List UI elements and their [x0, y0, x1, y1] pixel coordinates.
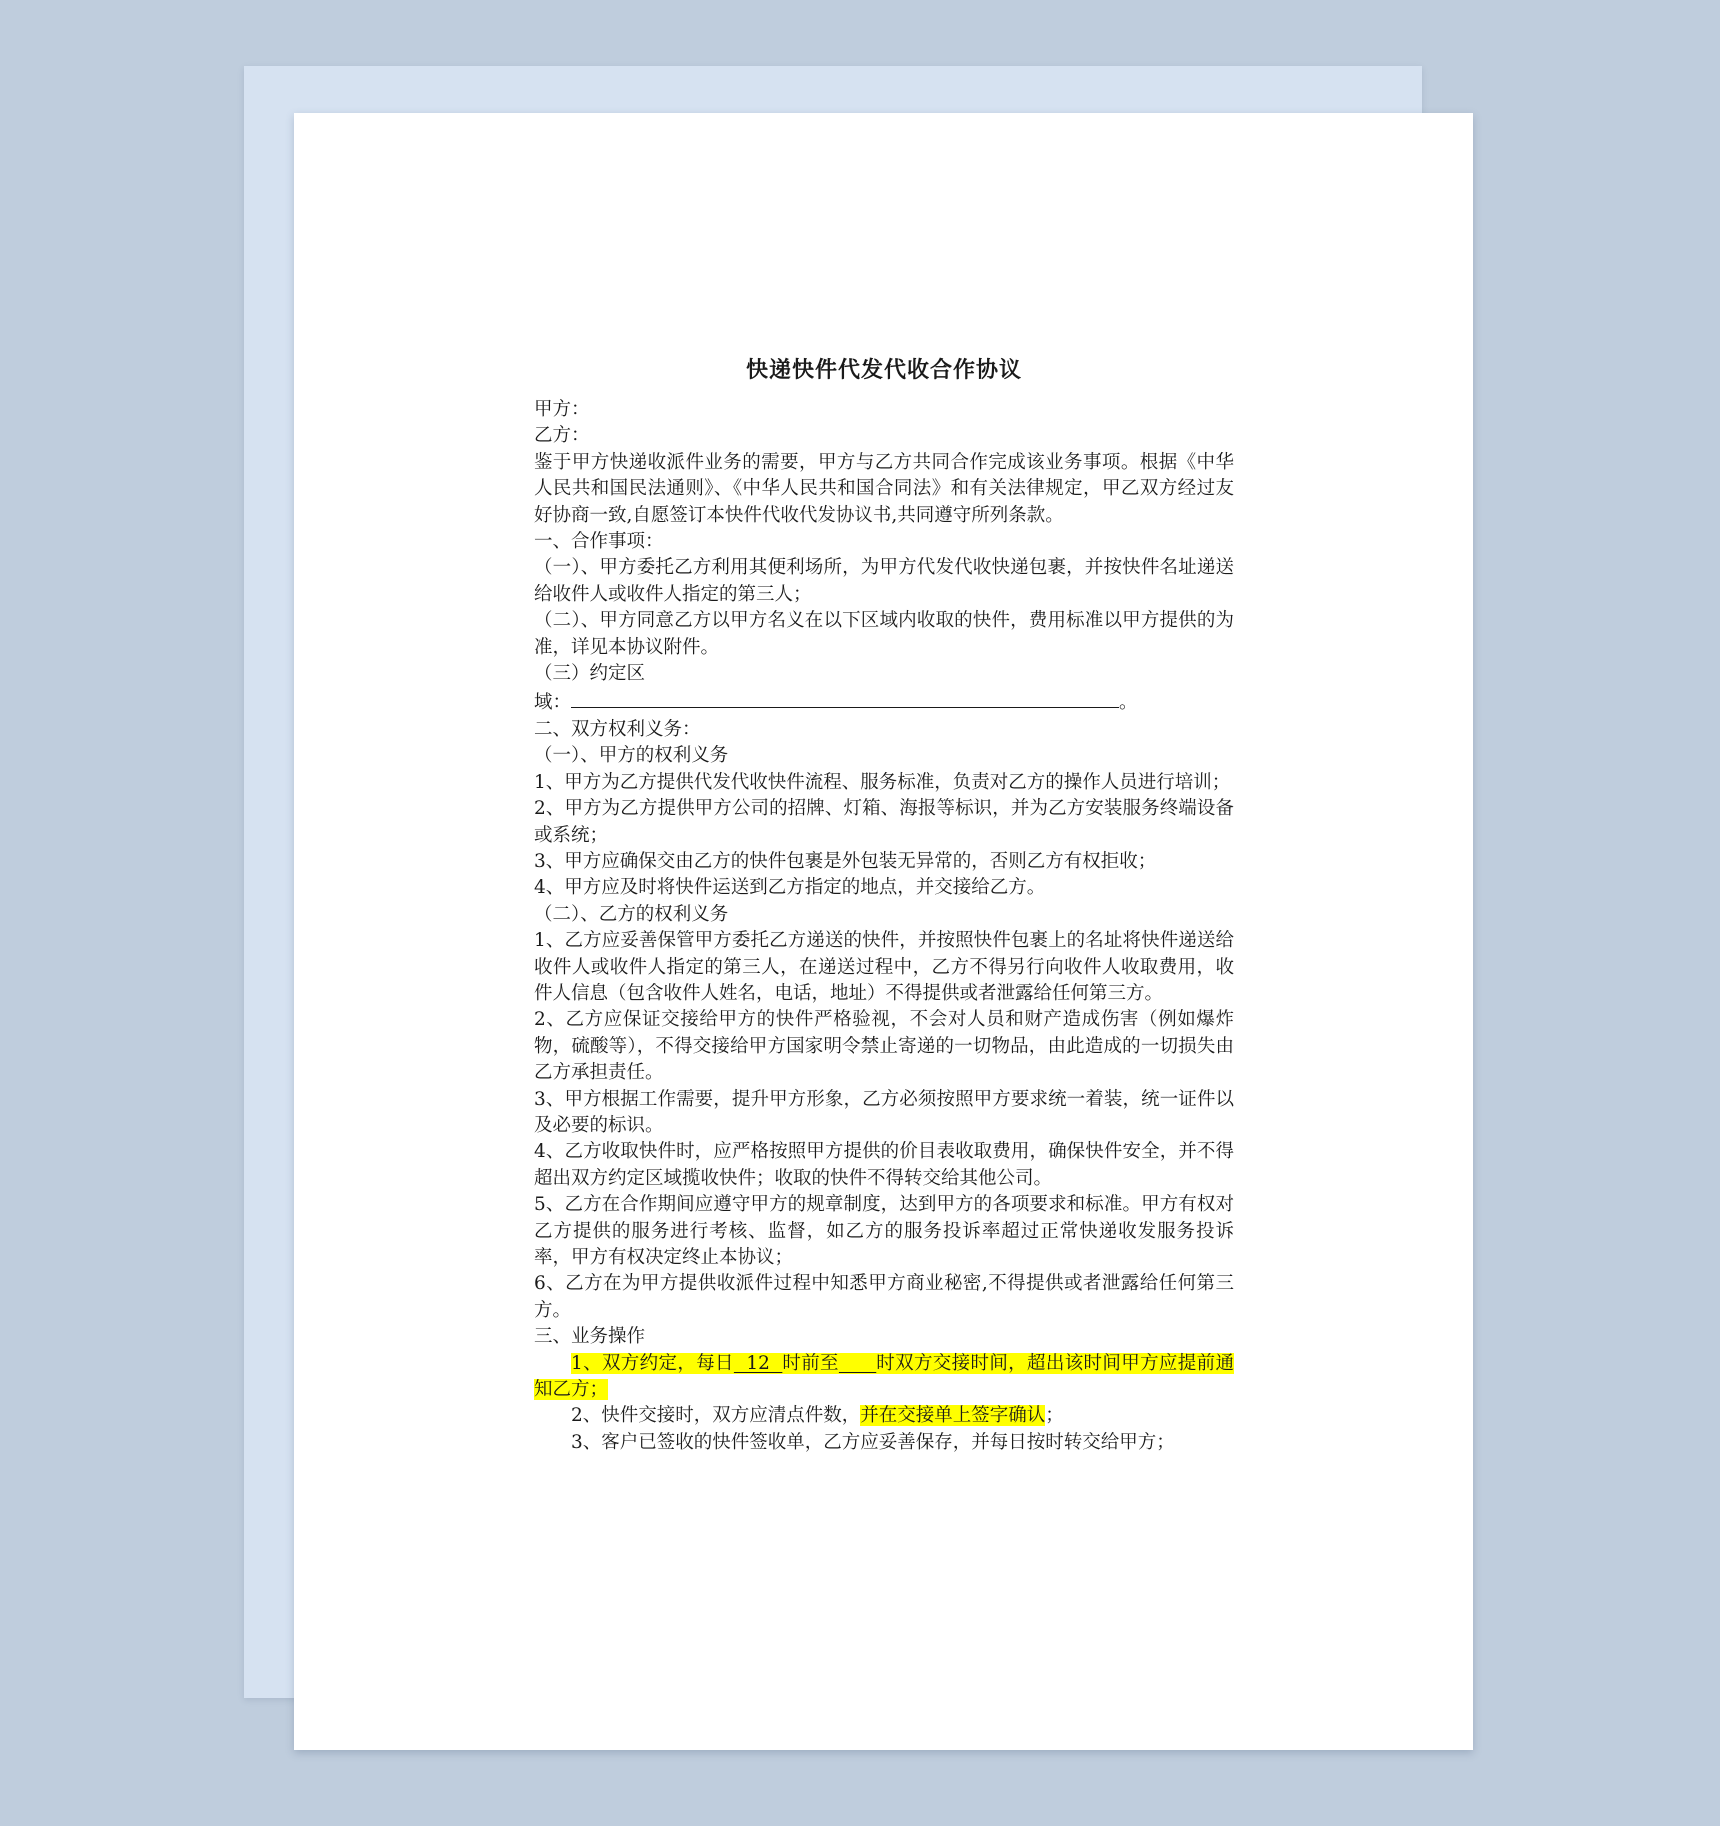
- party-a-line: 甲方：: [534, 399, 590, 420]
- section-2b-item-6: 6、乙方在为甲方提供收派件过程中知悉甲方商业秘密,不得提供或者泄露给任何第三方。: [534, 1273, 1234, 1321]
- area-label: 域：: [534, 692, 572, 714]
- section-1-item-1: （一）、甲方委托乙方利用其便利场所，为甲方代发代收快递包裹，并按快件名址递送给收件人或收件人指定的第三人；: [534, 557, 1234, 605]
- section-2a-heading: （一）、甲方的权利义务: [534, 745, 729, 767]
- highlighted-text: [534, 1353, 1234, 1400]
- party-b-line: 乙方：: [534, 425, 590, 447]
- section-2a-item-1: 1、甲方为乙方提供代发代收快件流程、服务标准，负责对乙方的操作人员进行培训；: [534, 771, 1231, 793]
- section-3-heading: 三、业务操作: [534, 1326, 646, 1348]
- document-title: 快递快件代发代收合作协议: [745, 357, 1022, 383]
- section-3-item-2: [534, 1403, 1234, 1429]
- section-3-item-3: 3、客户已签收的快件签收单，乙方应妥善保存，并每日按时转交给甲方；: [571, 1431, 1175, 1453]
- section-2a-item-4: 4、甲方应及时将快件运送到乙方指定的地点，并交接给乙方。: [534, 877, 1046, 899]
- section-2-heading: 二、双方权利义务：: [534, 718, 701, 740]
- area-line: [534, 687, 1234, 716]
- handover-hour-field: 12: [733, 1352, 783, 1374]
- section-1-item-3: （三）约定区: [534, 663, 646, 685]
- area-blank-field: [571, 687, 1119, 708]
- handover-blank-field: [839, 1353, 876, 1374]
- section-2b-item-2: 2、乙方应保证交接给甲方的快件严格验视，不会对人员和财产造成伤害（例如爆炸物，硫酸等），不得交接给甲方国家明令禁止寄递的一切物品，由此造成的一切损失由乙方承担责任。: [534, 1009, 1234, 1084]
- handover-count-text: 2、快件交接时，双方应清点件数，: [571, 1405, 861, 1427]
- section-2b-item-4: 4、乙方收取快件时，应严格按照甲方提供的价目表收取费用，确保快件安全，并不得超出双方约定区域揽收快件；收取的快件不得转交给其他公司。: [534, 1141, 1234, 1189]
- handover-count-end: ；: [1045, 1405, 1064, 1427]
- section-2a-item-3: 3、甲方应确保交由乙方的快件包裹是外包装无异常的，否则乙方有权拒收；: [534, 850, 1157, 872]
- handover-time-text-a: 1、双方约定，每日: [571, 1352, 734, 1374]
- preamble-paragraph: 鉴于甲方快递收派件业务的需要，甲方与乙方共同合作完成该业务事项。根据《中华人民共和国民法通则》、《中华人民共和国合同法》和有关法律规定，甲乙双方经过友好协商一致,自愿签订本快件代收代发协议书,共同遵守所列条款。: [534, 451, 1234, 526]
- section-2b-item-5: 5、乙方在合作期间应遵守甲方的规章制度，达到甲方的各项要求和标准。甲方有权对乙方提供的服务进行考核、监督，如乙方的服务投诉率超过正常快递收发服务投诉率，甲方有权决定终止本协议；: [534, 1194, 1234, 1268]
- section-1-item-2: （二）、甲方同意乙方以甲方名义在以下区域内收取的快件，费用标准以甲方提供的为准，详见本协议附件。: [534, 610, 1234, 658]
- area-line-end: 。: [1119, 692, 1138, 714]
- highlighted-text: 并在交接单上签字确认: [860, 1405, 1046, 1427]
- section-1-heading: 一、合作事项：: [534, 531, 664, 553]
- section-2b-item-1: 1、乙方应妥善保管甲方委托乙方递送的快件，并按照快件包裹上的名址将快件递送给收件人或收件人指定的第三人，在递送过程中，乙方不得另行向收件人收取费用，收件人信息（包含收件人姓名，电话，地址）不得提供或者泄露给任何第三方。: [534, 930, 1234, 1004]
- handover-time-text-b: 时前至: [782, 1352, 839, 1374]
- document-body: [534, 355, 1234, 1456]
- section-2b-heading: （二）、乙方的权利义务: [534, 903, 729, 925]
- section-3-item-1: [534, 1351, 1234, 1404]
- section-2b-item-3: 3、甲方根据工作需要，提升甲方形象，乙方必须按照甲方要求统一着装，统一证件以及必要的标识。: [534, 1088, 1234, 1136]
- document-page: [294, 113, 1473, 1750]
- section-2a-item-2: 2、甲方为乙方提供甲方公司的招牌、灯箱、海报等标识，并为乙方安装服务终端设备或系统；: [534, 798, 1234, 846]
- handover-time-text-c: 时双方交接时间，超出该时间甲方应提前通知乙方；: [534, 1352, 1234, 1401]
